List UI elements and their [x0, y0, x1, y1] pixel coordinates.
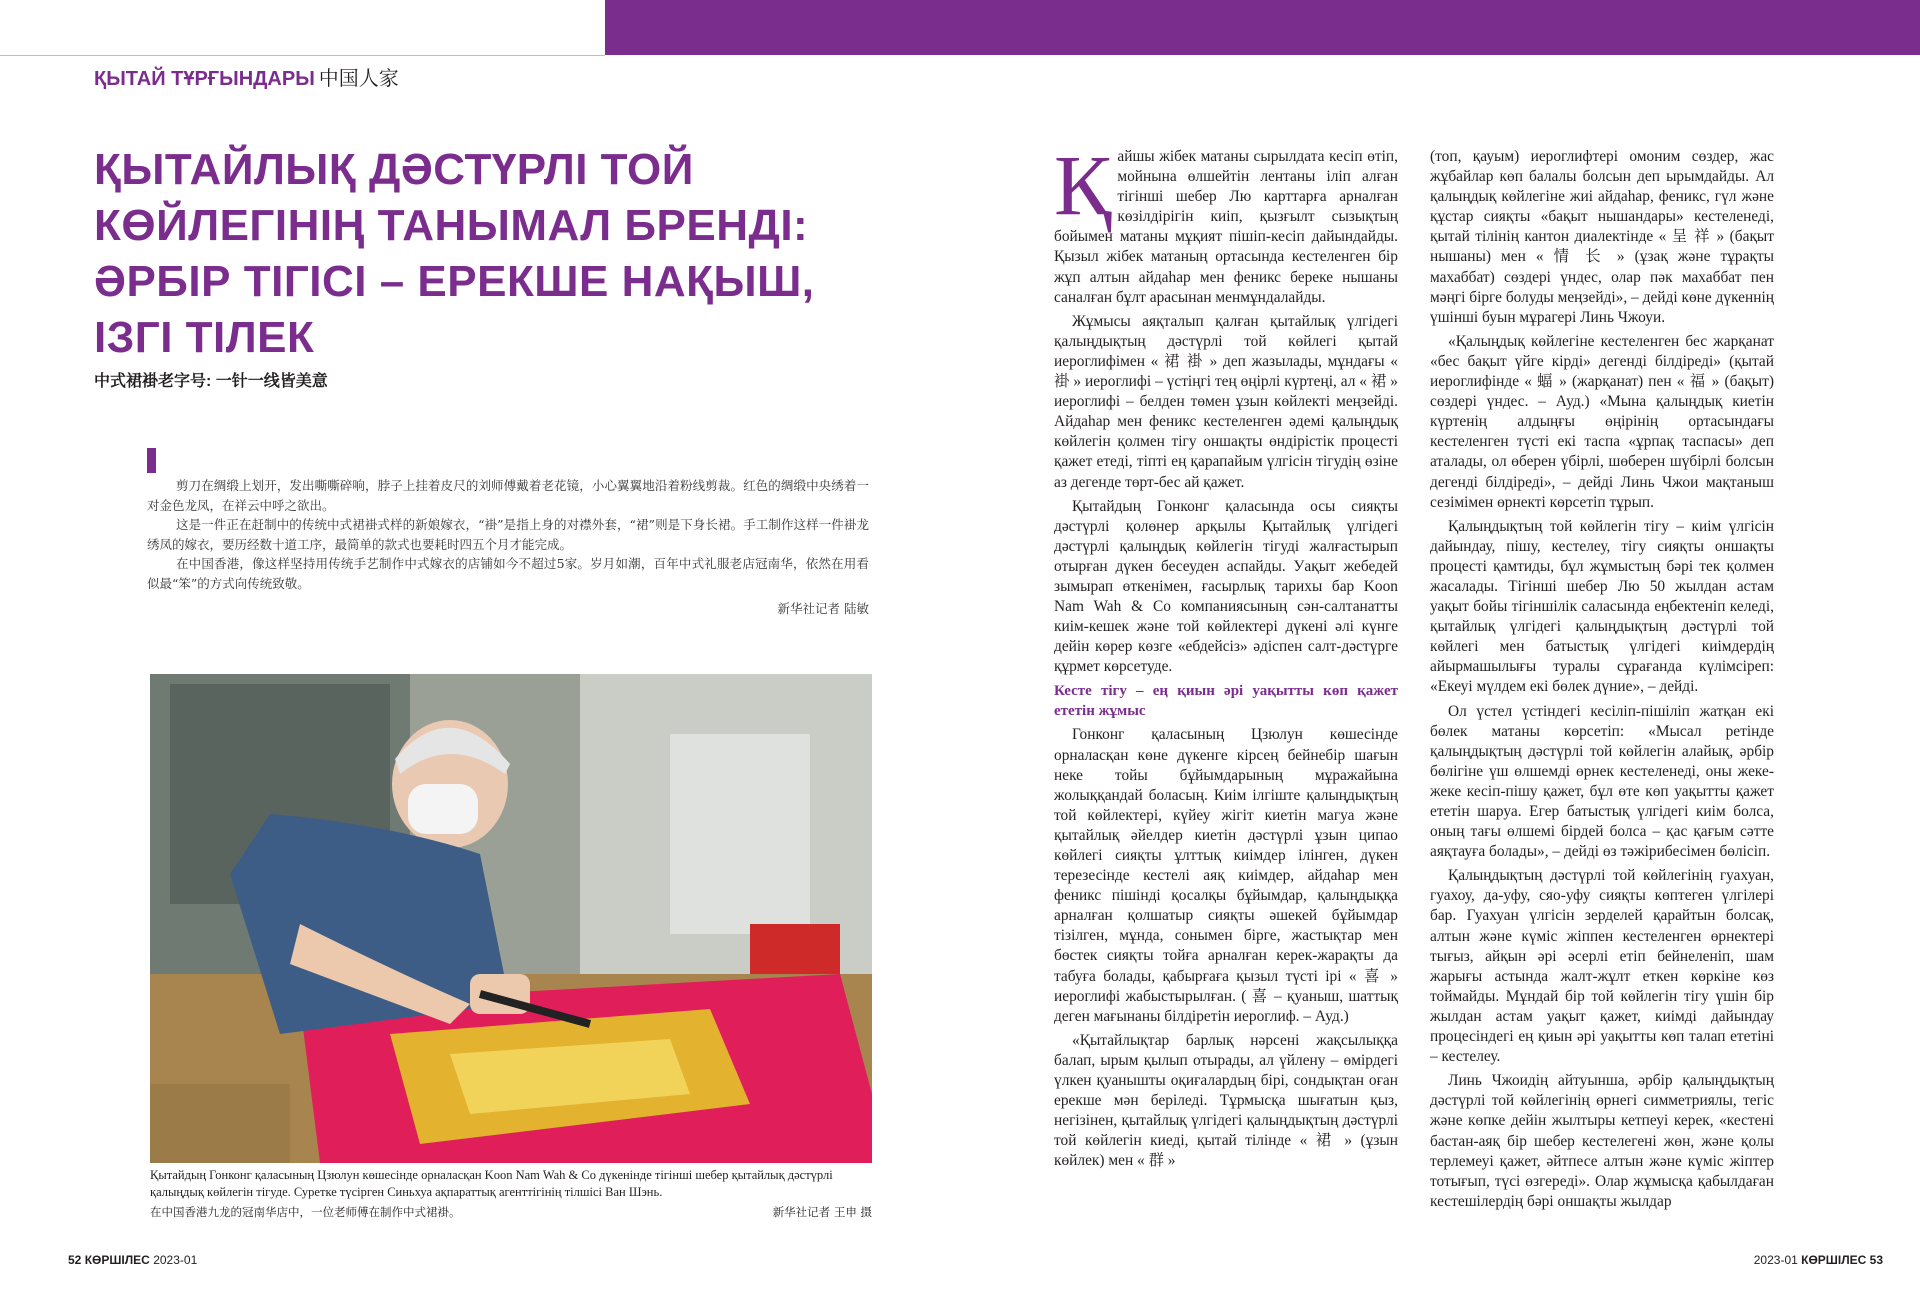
magazine-name-left: КӨРШІЛЕС	[84, 1253, 150, 1267]
photo-caption-zh: 在中国香港九龙的冠南华店中，一位老师傅在制作中式裙褂。	[150, 1205, 461, 1219]
footer-left	[68, 1253, 197, 1267]
article-paragraph: Ол үстел үстіндегі кесіліп-пішіліп жатқан екі бөлек матаны көрсетіп: «Мысал ретінде қалыңдықтың дәстүрлі той көйлегін алайық, әрбір бөлігіне үш өлшемді өрнек кестеленеді, оны жеке-жеке кесіп-пішу қажет, бұл өте көп уақытты қажет ететін шаруа. Егер батыстық үлгідегі киім болса, оның тағы өлшемі бірдей болса – қас қағым сәтте аяқтауға болады», – дейді өз тәжірибесімен бөлісіп.	[1430, 702, 1774, 861]
article-paragraph: Қытайдың Гонконг қаласында осы сияқты дәстүрлі қолөнер арқылы Қытайлық үлгідегі дәстүрлі қалыңдық көйлегін тігуді жалғастырып отырған дүкен бесеуден аспайды. Уақыт жебедей зымырап өткенімен, ғасырлық тарихы бар Koon Nam Wah & Co компаниясының сән-салтанатты киім-кешек және той көйлектері дүкені әлі күнге дейін көрер көзге «ебдейсіз» әдіспен салт-дәстүрге құрмет көрсетуде.	[1054, 497, 1398, 676]
article-paragraph: Гонконг қаласының Цзюлун көшесінде орналасқан көне дүкенге кірсең бейнебір шағын неке тойы бұйымдарының мұражайына жолыққандай боласың. Киім ілгіште қалыңдықтың той көйлектері, күйеу жігіт киетін магуа және қытайлық әйелдер киетін дәстүрлі ұзын ципао көйлегі сияқты ұлттық киімдер ілінген, дүкен терезесінде кестелі аяқ киімдер, айдаһар мен феникс пішінді қосалқы бұйымдар, қалыңдыққа арналған қолшатыр сияқты әшекей бұйымдар тізілген, мұнда, сонымен бірге, жастықтар мен бөстек сияқты тойға арналған керек-жарақты да табуға болады, қабырғаға қызыл түсті ірі « 喜 » иероглифі жабыстырылған. ( 喜 – қуаныш, шаттық деген мағынаны білдіретін иероглиф. – Ауд.)	[1054, 726, 1398, 1025]
article-paragraph: Қалыңдықтың дәстүрлі той көйлегінің гуахуан, гуахоу, да-уфу, сяо-уфу сияқты көптеген үлгілері бар. Гуахуан үлгісін зерделей қарайтын болсақ, алтын және күміс жіппен кестеленген өрнектері тығыз, айқын әрі әсерлі етіп бейнеленіп, шам жарығы астында жалт-жұлт еткен көркіне көз тоймайды. Мұндай бір той көйлегін тігу үшін бір жылдан астам уақыт қажет, киімді дайындау процесіндегі ең қиын әрі уақытты көп талап ететіні – кестелеу.	[1430, 867, 1774, 1066]
section-label	[94, 62, 399, 91]
article-subtitle-zh: 中式裙褂老字号: 一针一线皆美意	[94, 373, 328, 390]
summary-credit: 新华社记者 陆敏	[777, 601, 869, 616]
page-number-left: 52	[68, 1253, 82, 1267]
top-accent-bar	[605, 0, 1920, 55]
article-column-1	[1054, 137, 1398, 1176]
photo-caption-kk: Қытайдың Гонконг қаласының Цзюлун көшесінде орналасқан Koon Nam Wah & Co дүкенінде тігінші шебер қытайлық дәстүрлі қалыңдық көйлегін тігуде. Суретке түсірген Синьхуа ақпараттық агенттігінің тілшісі Ван Шэнь.	[150, 1168, 833, 1199]
drop-cap: Қ	[1054, 137, 1112, 233]
article-paragraph: «Қалыңдық көйлегіне кестеленген бес жарқанат «бес бақыт үйге кірді» дегенді білдіреді» (қытай иероглифінде « 蝠 » (жарқанат) пен « 福 » (бақыт) сөздері үндес. – Ауд.) «Мына қалыңдық киетін күртенің алдыңғы өңірінің ортасындағы кестеленген түсті екі таспа «ұрпақ таспасы» деп аталады, ол өберен үбірлі, шөберен шүбірлі болсын дегенді білдіреді», – дейді Линь Чжои мақтаныш сезімімен өрнекті көрсетіп тұрып.	[1430, 332, 1774, 511]
summary-paragraph: 剪刀在绸缎上划开，发出嘶嘶碎响，脖子上挂着皮尺的刘师傅戴着老花镜，小心翼翼地沿着粉线剪裁。红色的绸缎中央绣着一对金色龙凤，在祥云中呼之欲出。	[147, 478, 869, 513]
summary-accent-bar	[147, 448, 156, 473]
issue-left: 2023-01	[153, 1253, 198, 1267]
title-line: ІЗГІ ТІЛЕК	[94, 313, 315, 362]
title-line: ӘРБІР ТІГІСІ – ЕРЕКШЕ НАҚЫШ,	[94, 257, 815, 306]
title-line: КӨЙЛЕГІНІҢ ТАНЫМАЛ БРЕНДІ:	[94, 201, 809, 250]
section-label-text: ҚЫТАЙ ТҰРҒЫНДАРЫ	[94, 68, 315, 90]
summary-paragraph: 这是一件正在赶制中的传统中式裙褂式样的新娘嫁衣，“褂”是指上身的对襟外套，“裙”则是下身长裙。手工制作这样一件褂龙绣凤的嫁衣，要历经数十道工序，最简单的款式也要耗时四五个月才能完成。	[147, 517, 869, 552]
summary-paragraph: 在中国香港，像这样坚持用传统手艺制作中式嫁衣的店铺如今不超过5家。岁月如潮，百年中式礼服老店冠南华，依然在用看似最“笨”的方式向传统致敬。	[147, 556, 869, 591]
section-label-zh: 中国人家	[318, 68, 399, 90]
tailor-photo	[150, 674, 872, 1163]
article-subheading: Кесте тігу – ең қиын әрі уақытты көп қажет ететін жұмыс	[1054, 683, 1398, 720]
photo-caption	[150, 1167, 872, 1221]
article-paragraph: (топ, қауым) иероглифтері омоним сөздер, жас жұбайлар көп балалы болсын деп ырымдайды. Ал қалыңдық көйлегіне жиі айдаһар, феникс, гүл және құстар сияқты «бақыт нышандары» кестеленеді, қытай тілінің кантон диалектінде « 呈 祥 » (бақыт нышаны) мен « 情 长 » (ұзақ және тұрақты махаббат) сөздері үндес, олар пәк махаббат пен мәңгі бірге болуды меңзейді», – дейді көне дүкеннің үшінші буын мұрагері Линь Чжоуи.	[1430, 148, 1774, 326]
tailor-photo-drawing	[150, 674, 872, 1163]
issue-right: 2023-01	[1753, 1253, 1798, 1267]
article-column-2	[1430, 147, 1774, 1216]
page-number-right: 53	[1869, 1253, 1883, 1267]
top-divider	[0, 55, 605, 56]
article-paragraph-text: айшы жібек матаны сырылдата кесіп өтіп, мойнына өлшейтін лентаны іліп алған тігінші шебер Лю карттарға арналған көзілдірігін киіп, қызғылт сызықтың бойымен матаны мұқият пішіп-кесіп дайындайды. Қызыл жібек матаның ортасында кестеленген бір жұп алтын айдаһар мен феникс береке нышаны саналған бұлт арасынан менмұндалайды.	[1054, 148, 1398, 306]
photo-credit-zh: 新华社记者 王申 摄	[772, 1205, 872, 1219]
article-title	[94, 142, 815, 366]
photo-caption-zh-row	[150, 1204, 872, 1221]
article-paragraph	[1054, 137, 1398, 308]
article-paragraph: Линь Чжоидің айтуынша, әрбір қалыңдықтың дәстүрлі той көйлегінің өрнегі симметриялы, тегіс және көпке дейін жылтыры кетпеуі керек, «кестені бастан-аяқ бір шебер кестелегені жөн, және қолы терлемеуі қажет, әйтпесе алтын және күміс жіптер тотығып, түсі өзгереді». Олар жұмысқа қабылдаған кестешілердің бәрі оншақты жылдар	[1430, 1072, 1774, 1210]
summary-zh	[147, 476, 869, 619]
article-paragraph: «Қытайлықтар барлық нәрсені жақсылыққа балап, ырым қылып отырады, ал үйлену – өмірдегі үлкен қуанышты оқиғалардың бірі, сондықтан оған ерекше мән беріледі. Тұрмысқа шығатын қыз, негізінен, қытайлық үлгідегі қалыңдықтың дәстүрлі той көйлегін киеді, қытай тілінде « 裙 » (ұзын көйлек) мен « 群 »	[1054, 1031, 1398, 1170]
title-line: ҚЫТАЙЛЫҚ ДӘСТҮРЛІ ТОЙ	[94, 145, 694, 194]
article-paragraph: Жұмысы аяқталып қалған қытайлық үлгідегі қалыңдықтың дәстүрлі той көйлегі қытай иероглифімен « 裙 褂 » деп жазылады, мұндағы « 褂 » иероглифі – үстіңгі тең өңірлі күртеңі, ал « 裙 » иероглифі – белден төмен ұзын көйлекті меңзейді. Айдаһар мен феникс кестеленген әдемі қалыңдық көйлегін қолмен тігу оншақты өндірістік процесті қажет етеді, тіпті ең қарапайым үлгісін тігудің өзіне аз дегенде төрт-бес ай қажет.	[1054, 312, 1398, 491]
article-paragraph: Қалыңдықтың той көйлегін тігу – киім үлгісін дайындау, пішу, кестелеу, тігу сияқты оншақты процесті қамтиды, бұл жұмыстың бәрі тек қолмен жасалады. Тігінші шебер Лю 50 жылдан астам уақыт бойы тігіншілік саласында еңбектеніп келеді, қытайлық үлгідегі қалыңдықтың дәстүрлі той көйлегі мен батыстық үлгідегі киімдердің айырмашылығы туралы сұрағанда күлімсіреп: «Екеуі мүлдем екі бөлек дүние», – дейді.	[1430, 517, 1774, 696]
magazine-name-right: КӨРШІЛЕС	[1801, 1253, 1867, 1267]
footer-right	[1754, 1253, 1883, 1267]
